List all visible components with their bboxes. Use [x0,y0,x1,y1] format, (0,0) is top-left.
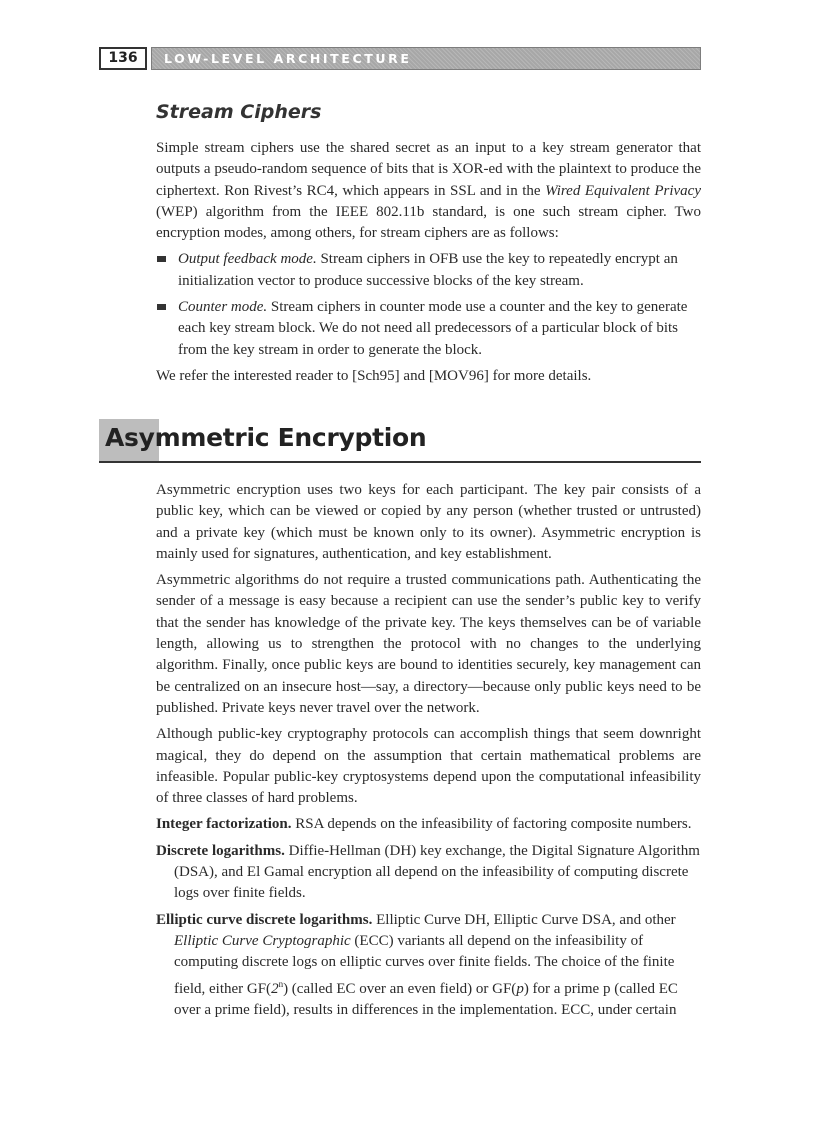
hard-problems-list [156,814,701,1021]
def-term: Discrete logarithms. [156,842,285,859]
bullet-term: Counter mode. [178,299,268,316]
running-title-bar [151,47,701,70]
def-text: Diffie-Hellman (DH) key exchange, the Digital Signature Algorithm (DSA), and El Gamal encryption all depend on the infeasibility of computing discrete logs over finite fields. [174,842,700,902]
stream-ciphers-closing: We refer the interested reader to [Sch95] and [MOV96] for more details. [156,367,592,384]
def-discrete-logarithms [156,841,701,905]
bullet-square-icon [157,304,166,310]
list-item: Output feedback mode. Stream ciphers in OFB use the key to repeatedly encrypt an initialization vector to produce successive blocks of the key stream. [156,249,701,292]
bullet-square-icon [157,256,166,262]
section-heading [99,419,701,463]
wep-term: Wired Equivalent Privacy [545,182,701,199]
def-term: Integer factorization. [156,816,292,833]
page-number: 136 [99,47,147,70]
def-text: RSA depends on the infeasibility of factoring composite numbers. [291,816,692,833]
def-elliptic-curve [156,910,701,1021]
running-header [99,47,701,70]
stream-ciphers-heading: Stream Ciphers [156,101,322,123]
list-item: Counter mode. Stream ciphers in counter mode use a counter and the key to generate each key stream block. We do not need all predecessors of a particular block of bits from the key stream in order to generate the block. [156,297,701,361]
def-integer-factorization [156,814,701,835]
def-text: Elliptic Curve DH, Elliptic Curve DSA, and other Elliptic Curve Cryptographic (ECC) variants all depend on the infeasibility of computing discrete logs on elliptic curves over finite fields. The choice of the finite field, either GF(2$^n$) (called EC over an even field) or GF(p) for a prime p (called EC over a prime field), results in differences in the implementation. ECC, under certain [174,911,678,1018]
running-title: LOW-LEVEL ARCHITECTURE [164,51,412,66]
cipher-mode-list [156,249,701,360]
asymmetric-paragraph-1: Asymmetric encryption uses two keys for each participant. The key pair consists of a public key, which can be viewed or copied by any person (whether trusted or untrusted) and a private key (which must be known only to its owner). Asymmetric encryption is mainly used for signatures, authentication, and key establishment. [156,482,701,562]
heading-rule [99,461,701,463]
def-term: Elliptic curve discrete logarithms. [156,911,373,928]
asymmetric-encryption-heading: Asymmetric Encryption [105,423,427,452]
asymmetric-section [156,480,701,1021]
stream-ciphers-section [156,138,701,387]
ecc-term: Elliptic Curve Cryptographic [174,932,351,949]
asymmetric-paragraph-2: Asymmetric algorithms do not require a trusted communications path. Authenticating the sender of a message is easy because a recipient can use the sender’s public key to verify that the sender has knowledge of the private key. The keys themselves can be of variable length, allowing us to strengthen the protocol with no changes to the underlying algorithm. Finally, once public keys are bound to identities securely, key management can be centralized on an insecure host—say, a directory—because only public keys need to be published. Private keys never travel over the network. [156,572,701,716]
bullet-term: Output feedback mode. [178,251,317,268]
asymmetric-paragraph-3: Although public-key cryptography protocols can accomplish things that seem downright magical, they do depend on the assumption that certain mathematical problems are infeasible. Popular public-key cryptosystems depend upon the computational infeasibility of three classes of hard problems. [156,726,701,807]
stream-ciphers-intro: Simple stream ciphers use the shared secret as an input to a key stream generator that outputs a pseudo-random sequence of bits that is XOR-ed with the plaintext to produce the ciphertext. Ron Rivest’s RC4, which appears in SSL and in the Wired Equivalent Privacy (WEP) algorithm from the IEEE 802.11b standard, is one such stream cipher. Two encryption modes, among others, for stream ciphers are as follows: [156,140,701,242]
